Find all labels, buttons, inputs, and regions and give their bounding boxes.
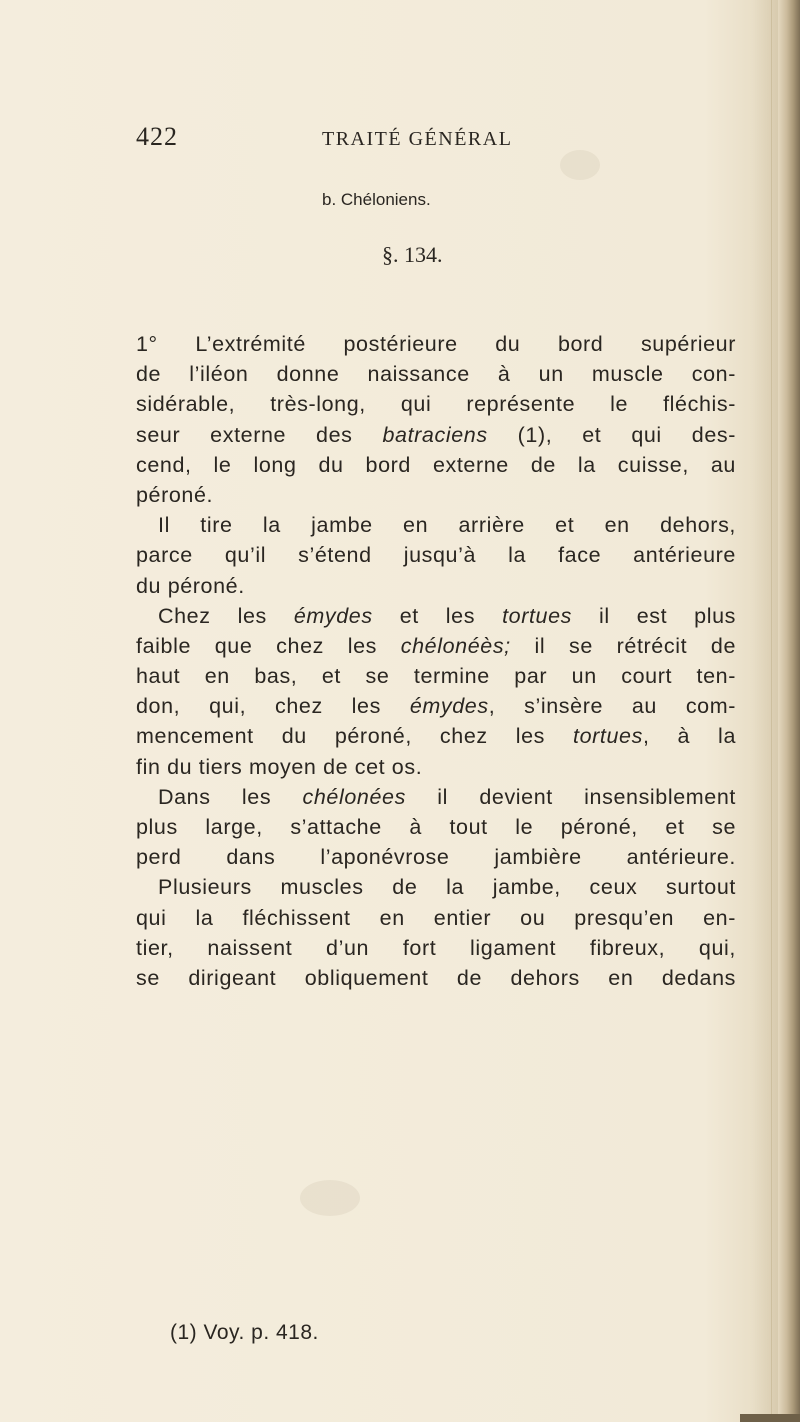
text-line <box>136 691 736 721</box>
text-line: fin du tiers moyen de cet os. <box>136 754 423 779</box>
text-run: faible que chez les <box>136 633 401 658</box>
page-number: 422 <box>136 122 178 151</box>
text-line <box>136 601 736 631</box>
paper-stain <box>300 1180 360 1216</box>
text-line <box>136 782 736 812</box>
text-line: parce qu’il s’étend jusqu’à la face antérieure <box>136 543 736 568</box>
italic-term: tortues <box>573 724 643 749</box>
text-line <box>136 631 736 661</box>
text-line: de l’iléon donne naissance à un muscle con- <box>136 362 736 387</box>
text-run: Chez les <box>158 603 294 628</box>
text-line: péroné. <box>136 482 214 507</box>
text-line: plus large, s’attache à tout le péroné, et se <box>136 815 736 839</box>
running-title: TRAITÉ GÉNÉRAL <box>322 128 513 150</box>
section-number: §. 134. <box>382 242 443 267</box>
text-line: du péroné. <box>136 573 245 598</box>
page-corner <box>740 1414 800 1422</box>
text-line: sidérable, très-long, qui représente le fléchis- <box>136 392 736 417</box>
italic-term: émydes <box>409 694 489 719</box>
page-edge-shadow <box>778 0 800 1422</box>
subsection-heading: b. Chéloniens. <box>322 190 431 209</box>
text-run: il est plus <box>572 603 736 628</box>
italic-term: émydes <box>293 603 373 628</box>
text-line <box>136 420 736 450</box>
footnote: (1) Voy. p. 418. <box>170 1321 319 1344</box>
text-run: , à la <box>642 724 736 749</box>
text-line: 1° L’extrémité postérieure du bord supérieur <box>136 332 736 356</box>
text-run: mencement du péroné, chez les <box>136 724 574 749</box>
text-line: cend, le long du bord externe de la cuisse, au <box>136 452 736 477</box>
text-line <box>136 721 736 751</box>
text-run: seur externe des <box>136 422 383 447</box>
text-run: et les <box>372 603 503 628</box>
text-line: perd dans l’aponévrose jambière antérieure. <box>136 845 736 870</box>
italic-term: tortues <box>502 603 572 628</box>
body-text <box>136 329 736 993</box>
text-run: , s’insère au com- <box>488 694 736 719</box>
text-run: (1), et qui des- <box>487 422 736 447</box>
italic-term: chélonées <box>302 784 406 809</box>
italic-term: batraciens <box>382 422 488 447</box>
text-run: don, qui, chez les <box>136 694 410 719</box>
italic-term: chélonéès; <box>400 633 511 658</box>
text-run: il se rétrécit de <box>510 633 737 658</box>
page-crease <box>771 0 772 1422</box>
text-line: Il tire la jambe en arrière et en dehors, <box>158 513 736 538</box>
text-line: Plusieurs muscles de la jambe, ceux surtout <box>158 875 736 900</box>
text-line: qui la fléchissent en entier ou presqu’en en- <box>136 905 736 930</box>
page-header <box>136 122 736 162</box>
text-line: se dirigeant obliquement de dehors en dedans <box>136 965 736 990</box>
text-line: tier, naissent d’un fort ligament fibreux, qui, <box>136 935 736 960</box>
text-run: il devient insensiblement <box>405 784 736 809</box>
text-line: haut en bas, et se termine par un court ten- <box>136 664 736 689</box>
text-run: Dans les <box>158 784 303 809</box>
